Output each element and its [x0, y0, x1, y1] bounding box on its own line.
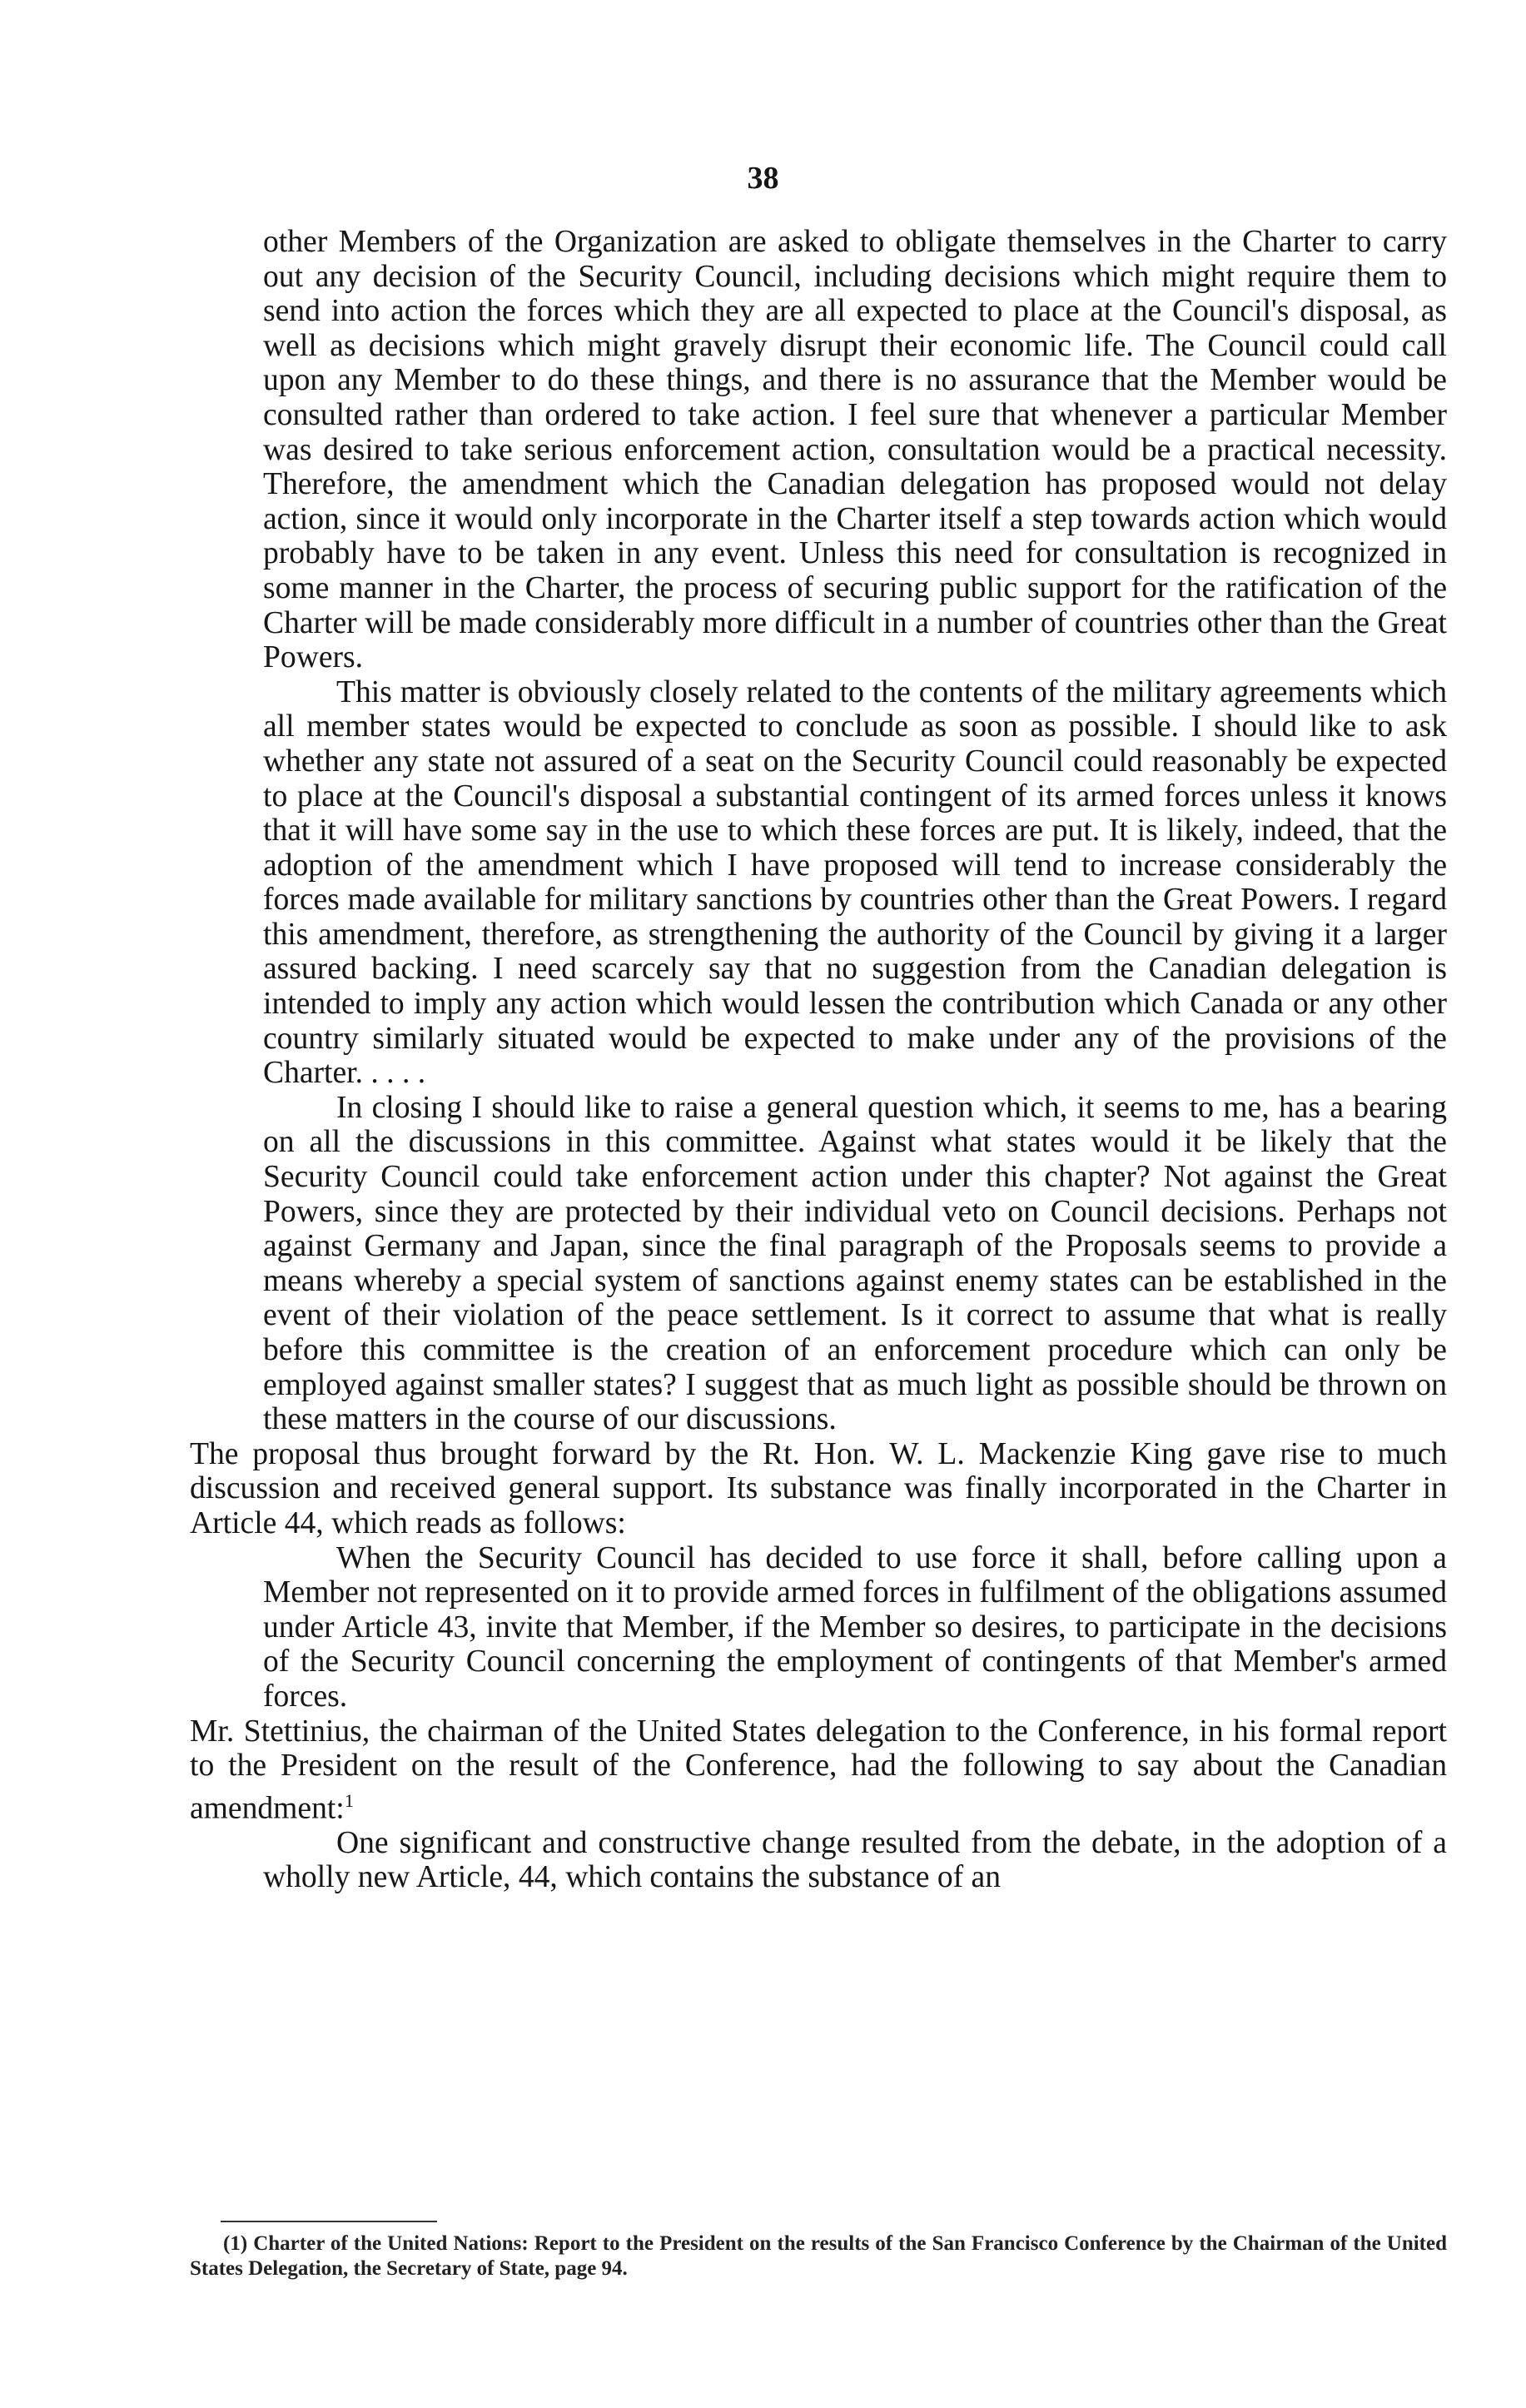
quote-paragraph: This matter is obviously closely related to the contents of the military agreements which all member states would be expected to conclude as soon as possible. I should like to ask whether any state not assured of a seat on the Security Council could reasonably be expected to place at the Council's disposal a substantial contingent of its armed forces unless it knows that it will have some say in the use to which these forces are put. It is likely, indeed, that the adoption of the amendment which I have proposed will tend to increase considerably the forces made available for military sanctions by countries other than the Great Powers. I regard this amendment, therefore, as strengthening the authority of the Council by giving it a larger assured backing. I need scarcely say that no suggestion from the Canadian delegation is intended to imply any action which would lessen the contribution which Canada or any other country similarly situated would be expected to make under any of the provisions of the Charter. . . . . — [263, 674, 1447, 1091]
stettinius-quote — [263, 1826, 1447, 1895]
article-44-quote — [263, 1541, 1447, 1714]
narrative — [190, 1437, 1447, 1541]
footnote-reference: 1 — [344, 1789, 355, 1811]
body-paragraph: The proposal thus brought forward by the Rt. Hon. W. L. Mackenzie King gave rise to much discussion and received general support. Its substance was finally incorporated in the Charter in Article 44, which reads as follows: — [190, 1436, 1447, 1540]
quoted-speech — [263, 225, 1447, 1437]
page-number: 38 — [747, 161, 779, 196]
footnote-text: Charter of the United Nations: Report to the President on the results of the San Francisco Conference by the Chairman of the United States Delegation, the Secretary of State, page 94. — [190, 2232, 1448, 2280]
narrative — [190, 1714, 1447, 1826]
quote-paragraph: In closing I should like to raise a general question which, it seems to me, has a bearing on all the discussions in this committee. Against what states would it be likely that the Security Council could take enforcement action under this chapter? Not against the Great Powers, since they are protected by their individual veto on Council decisions. Perhaps not against Germany and Japan, since the final paragraph of the Proposals seems to provide a means whereby a special system of sanctions against enemy states can be established in the event of their violation of the peace settlement. Is it correct to assume that what is really before this committee is the creation of an enforcement procedure which can only be employed against smaller states? I suggest that as much light as possible should be thrown on these matters in the course of our discussions. — [263, 1090, 1447, 1437]
quote-paragraph: One significant and constructive change resulted from the debate, in the adoption of a wholly new Article, 44, which contains the substance of an — [263, 1825, 1447, 1895]
quote-paragraph: When the Security Council has decided to use force it shall, before calling upon a Member not represented on it to provide armed forces in fulfilment of the obligations assumed under Article 43, invite that Member, if the Member so desires, to participate in the decisions of the Security Council concerning the employment of contingents of that Member's armed forces. — [263, 1540, 1447, 1714]
body-paragraph — [190, 1714, 1447, 1826]
page-body — [190, 225, 1447, 1895]
body-paragraph-text: Mr. Stettinius, the chairman of the United States delegation to the Conference, in his formal report to the President on the result of the Conference, had the following to say about the Canadian amendment: — [190, 1714, 1447, 1826]
footnote-divider — [221, 2221, 437, 2222]
footnote — [190, 2231, 1447, 2281]
footnote-marker: (1) — [223, 2232, 248, 2255]
quote-paragraph: other Members of the Organization are asked to obligate themselves in the Charter to carry out any decision of the Security Council, including decisions which might require them to send into action the forces which they are all expected to place at the Council's disposal, as well as decisions which might gravely disrupt their economic life. The Council could call upon any Member to do these things, and there is no assurance that the Member would be consulted rather than ordered to take action. I feel sure that whenever a particular Member was desired to take serious enforcement action, consultation would be a practical necessity. Therefore, the amendment which the Canadian delegation has proposed would not delay action, since it would only incorporate in the Charter itself a step towards action which would probably have to be taken in any event. Unless this need for consultation is recognized in some manner in the Charter, the process of securing public support for the ratification of the Charter will be made considerably more difficult in a number of countries other than the Great Powers. — [263, 225, 1447, 675]
